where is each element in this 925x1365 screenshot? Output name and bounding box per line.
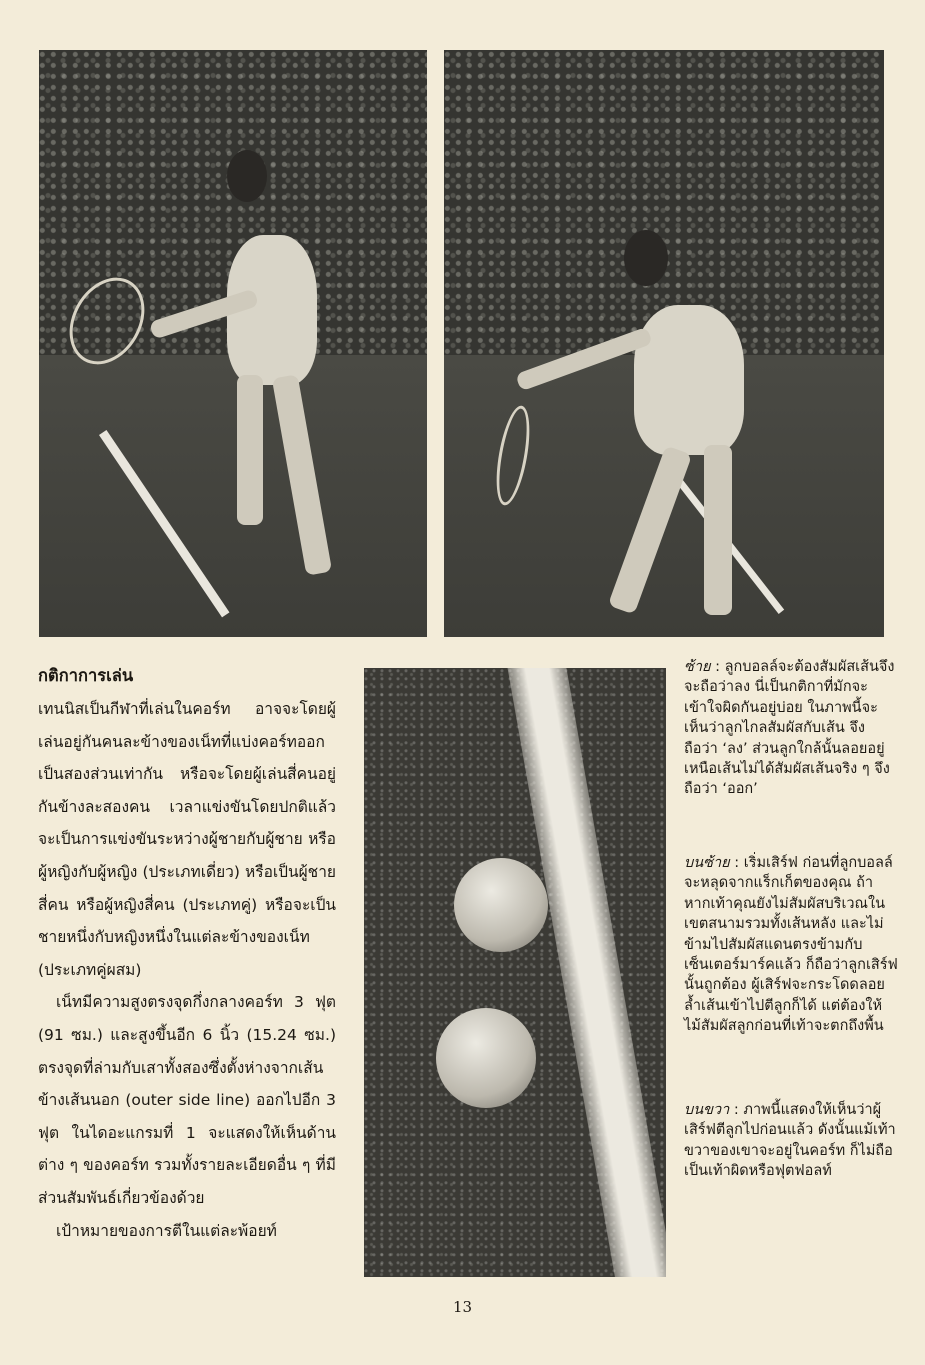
court-surface <box>39 355 427 637</box>
caption-text: : เริ่มเสิร์ฟ ก่อนที่ลูกบอลล์จะหลุดจากแร็กเก็ตของคุณ ถ้าหากเท้าคุณยังไม่สัมผัสบริเวณในเขตสนามรวมทั้งเส้นหลัง และไม่ข้ามไปสัมผัสแดนตรงข้ามกับเซ็นเตอร์มาร์คแล้ว ก็ถือว่าลูกเสิร์ฟนั้นถูกต้อง ผู้เสิร์ฟจะกระโดดลอยล้ำเส้นเข้าไปตีลูกก็ได้ แต่ต้องให้ไม้สัมผัสลูกก่อนที่เท้าจะตกถึงพื้น <box>684 855 898 1035</box>
player-leg-right <box>704 445 732 615</box>
caption-top-left <box>684 853 898 1037</box>
caption-text: : ภาพนี้แสดงให้เห็นว่าผู้เสิร์ฟตีลูกไปก่อนแล้ว ดังนั้นแม้เท้าขวาของเขาจะอยู่ในคอร์ท ก็ไม่ถือเป็นเท้าผิดหรือฟุตฟอลท์ <box>684 1102 896 1180</box>
caption-top-right <box>684 1100 898 1182</box>
player-torso <box>634 305 744 455</box>
player-head <box>624 230 668 286</box>
photo-ball-on-line <box>364 668 666 1277</box>
photo-serve-start <box>39 50 427 637</box>
body-text <box>38 693 336 1247</box>
caption-lead: บนซ้าย <box>684 855 730 871</box>
photo-serve-follow-through <box>444 50 884 637</box>
player-head <box>227 150 267 202</box>
paragraph: เทนนิสเป็นกีฬาที่เล่นในคอร์ท อาจจะโดยผู้เล่นอยู่กันคนละข้างของเน็ทที่แบ่งคอร์ทออกเป็นสองส่วนเท่ากัน หรือจะโดยผู้เล่นสี่คนอยู่กันข้างละสองคน เวลาแข่งขันโดยปกติแล้วจะเป็นการแข่งขันระหว่างผู้ชายกับผู้ชาย หรือผู้หญิงกับผู้หญิง (ประเภทเดี่ยว) หรือเป็นผู้ชายสี่คน หรือผู้หญิงสี่คน (ประเภทคู่) หรือจะเป็นชายหนึ่งกับหญิงหนึ่งในแต่ละข้างของเน็ท (ประเภทคู่ผสม) <box>38 700 336 979</box>
player-leg-left <box>237 375 263 525</box>
caption-lead: ซ้าย <box>684 659 711 675</box>
paragraph: เน็ทมีความสูงตรงจุดกึ่งกลางคอร์ท 3 ฟุต (91 ซม.) และสูงขึ้นอีก 6 นิ้ว (15.24 ซม.) ตรงจุดที่ล่ามกับเสาทั้งสองซึ่งตั้งห่างจากเส้นข้างเส้นนอก (outer side line) ออกไปอีก 3 ฟุต ในไดอะแกรมที่ 1 จะแสดงให้เห็นด้านต่าง ๆ ของคอร์ท รวมทั้งรายละเอียดอื่น ๆ ที่มีส่วนสัมพันธ์เกี่ยวข้องด้วย <box>38 993 336 1207</box>
caption-text: : ลูกบอลล์จะต้องสัมผัสเส้นจึงจะถือว่าลง นี่เป็นกติกาที่มักจะเข้าใจผิดกันอยู่บ่อย ในภาพนี้จะเห็นว่าลูกไกลสัมผัสกับเส้น จึงถือว่า ‘ลง’ ส่วนลูกใกล้นั้นลอยอยู่เหนือเส้นไม่ได้สัมผัสเส้นจริง ๆ จึงถือว่า ‘ออก’ <box>684 659 895 798</box>
court-line-stripe <box>504 668 666 1277</box>
caption-left <box>684 657 898 800</box>
caption-lead: บนขวา <box>684 1102 730 1118</box>
tennis-ball-far <box>454 858 548 952</box>
paragraph: เป้าหมายของการตีในแต่ละพ้อยท์ <box>56 1221 277 1240</box>
tennis-ball-near <box>436 1008 536 1108</box>
section-heading: กติกาการเล่น <box>38 666 134 685</box>
page-number: 13 <box>452 1298 473 1316</box>
